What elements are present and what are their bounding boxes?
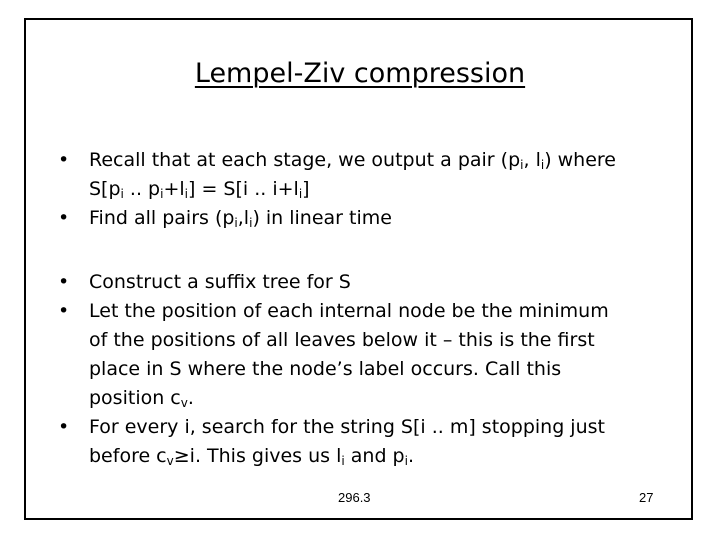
bullet-marker: • [58,207,70,229]
subscript: i [540,158,545,172]
bullet-text: Let the position of each internal node be the minimum [89,300,609,322]
bullet-text: place in S where the node’s label occurs. Call this [89,358,562,380]
bullet-group-bottom [58,268,678,471]
footer-course-code: 296.3 [338,490,371,505]
bullet-recall-pair [58,146,678,204]
subscript: i [120,187,124,201]
bullet-text: and p [344,445,405,467]
subscript: v [180,396,188,410]
subscript: i [341,454,345,468]
bullet-text: Find all pairs (p [89,207,235,229]
bullet-text: ] = S[i .. i+l [188,178,299,200]
subscript: i [234,216,238,230]
bullet-group-top [58,146,678,233]
subscript: i [160,187,164,201]
subscript: i [520,158,524,172]
bullet-text: Recall that at each stage, we output a pair (p [89,149,521,171]
subscript: i [249,216,253,230]
subscript: i [404,454,408,468]
bullet-text: ) where [544,149,616,171]
slide-title-text: Lempel-Ziv compression [194,58,526,89]
bullet-marker: • [58,416,70,438]
subscript: v [166,454,174,468]
slide-title [0,57,720,91]
bullet-text: ) in linear time [252,207,392,229]
bullet-text: position c [89,387,181,409]
bullet-text: of the positions of all leaves below it – this is the first [89,329,595,351]
bullet-marker: • [58,149,70,171]
bullet-text: Construct a suffix tree for S [89,271,351,293]
bullet-find-pairs [58,204,678,233]
bullet-text: . [407,445,414,467]
bullet-text: ,l [237,207,250,229]
subscript: i [298,187,303,201]
bullet-marker: • [58,271,70,293]
bullet-text: +l [163,178,185,200]
subscript: i [184,187,188,201]
bullet-text: ] [302,178,310,200]
bullet-text: before c [89,445,167,467]
bullet-search-string [58,413,678,471]
footer-page-number: 27 [639,490,654,505]
bullet-marker: • [58,300,70,322]
bullet-text: . [187,387,194,409]
bullet-text: ≥i. This gives us l [173,445,342,467]
bullet-text: .. p [123,178,161,200]
bullet-text: S[p [89,178,121,200]
bullet-construct-suffix-tree [58,268,678,297]
bullet-text: , l [523,149,541,171]
bullet-text: For every i, search for the string S[i .. m] stopping just [89,416,605,438]
bullet-node-position [58,297,678,413]
